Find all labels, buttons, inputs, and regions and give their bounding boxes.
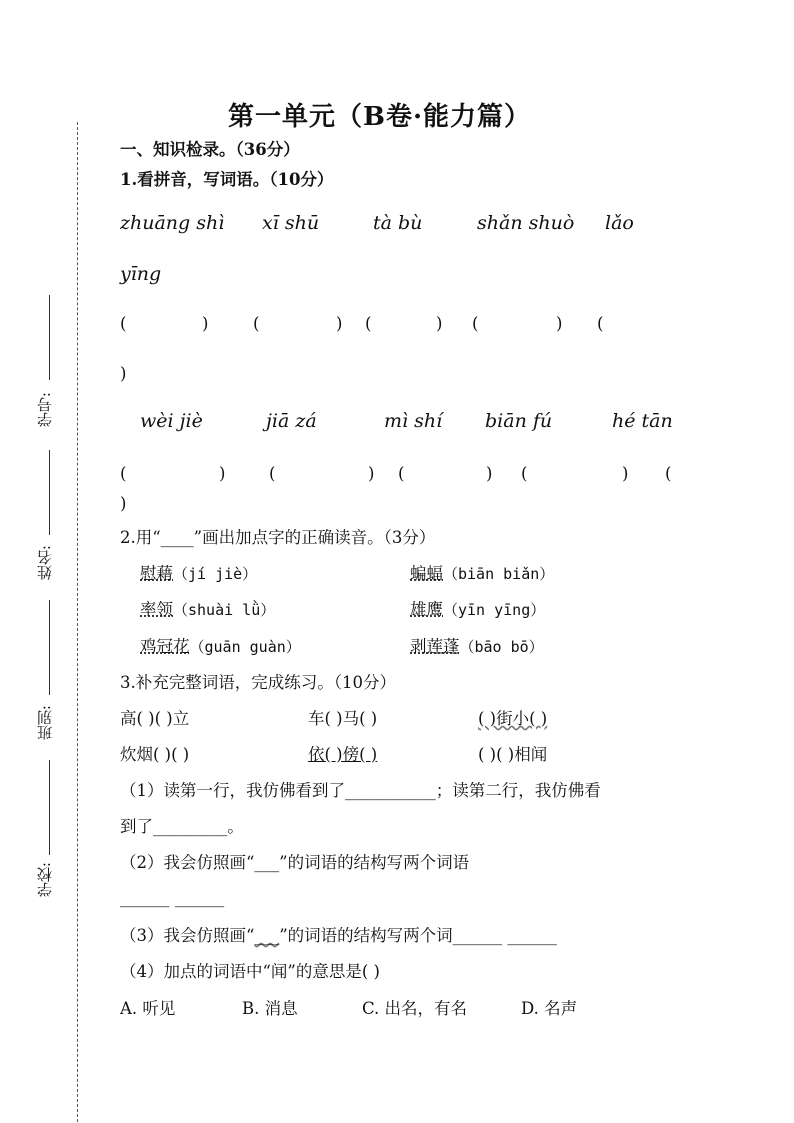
answer-bracket[interactable]: ( [398,464,405,483]
idiom-fill[interactable]: ( )( )相闻 [478,745,548,764]
sub-question-1-cont: 到了_________。 [120,817,244,836]
pinyin-item: jiā zá [266,410,317,432]
wavy-marker: ___ [254,926,280,945]
answer-blanks[interactable]: ______ ______ [120,888,225,907]
sub-question-3 [120,922,557,946]
reading-word: 剥莲蓬 [410,637,460,656]
pinyin-item: shǎn shuò [477,212,575,234]
answer-bracket[interactable]: ) [336,314,343,333]
answer-bracket[interactable]: ) [622,464,629,483]
class-blank [49,600,50,695]
question-3-heading: 3.补充完整词语，完成练习。（10分） [120,673,396,692]
reading-options[interactable]: （shuài lǜ） [173,601,276,619]
answer-bracket[interactable]: ( [521,464,528,483]
choice-b[interactable]: B. 消息 [242,999,298,1018]
section-heading: 一、知识检录。（36分） [120,140,300,159]
answer-bracket[interactable]: ) [219,464,226,483]
reading-options[interactable]: （jí jiè） [173,565,258,583]
student-number-blank [49,295,50,380]
reading-options[interactable]: （yīn yīng） [443,601,546,619]
reading-word: 慰藉 [140,564,173,583]
answer-bracket[interactable]: ( [472,314,479,333]
answer-bracket[interactable]: ( [597,314,604,333]
pinyin-item: wèi jiè [140,410,203,432]
reading-word: 鸡冠花 [140,637,190,656]
reading-options[interactable]: （guān guàn） [189,638,301,656]
answer-bracket[interactable]: ( [120,464,127,483]
sub-question-4: （4）加点的词语中“闻”的意思是( ) [120,962,380,981]
sub-question-2: （2）我会仿照画“___”的词语的结构写两个词语 [120,853,470,872]
pinyin-item: mì shí [384,410,443,432]
pinyin-item: biān fú [485,410,553,432]
pinyin-item: xī shū [262,212,320,234]
idiom-fill[interactable]: 高( )( )立 [120,709,190,728]
reading-item [410,560,554,584]
student-number-label: 学号: [36,392,54,428]
pinyin-item: zhuāng shì [120,212,225,234]
choice-d[interactable]: D. 名声 [521,999,578,1018]
idiom-fill[interactable]: 车( )马( ) [308,709,378,728]
answer-bracket[interactable]: ( [269,464,276,483]
choice-a[interactable]: A. 听见 [120,999,176,1018]
answer-bracket[interactable]: ( [665,464,672,483]
answer-bracket[interactable]: ) [368,464,375,483]
sub-question-3-end: ”的词语的结构写两个词______ ______ [279,926,557,945]
answer-bracket[interactable]: ( [120,314,127,333]
choice-c[interactable]: C. 出名，有名 [362,999,468,1018]
idiom-fill-underlined[interactable]: 依( )傍( ) [308,745,378,764]
reading-item [140,633,301,657]
reading-item [410,633,544,657]
reading-options[interactable]: （biān biǎn） [443,565,555,583]
answer-bracket[interactable]: ) [120,494,127,513]
reading-word: 蝙蝠 [410,564,443,583]
answer-bracket[interactable]: ( [253,314,260,333]
answer-bracket[interactable]: ) [556,314,563,333]
sub-question-1: （1）读第一行，我仿佛看到了___________；读第二行，我仿佛看 [120,781,601,800]
page-title: 第一单元（B卷·能力篇） [228,102,532,132]
school-label: 学校: [36,862,54,898]
reading-item [140,560,257,584]
class-label: 班别: [36,705,54,741]
idiom-fill[interactable]: 炊烟( )( ) [120,745,190,764]
answer-bracket[interactable]: ) [486,464,493,483]
pinyin-item: tà bù [373,212,423,234]
reading-word: 率领 [140,600,173,619]
name-blank [49,450,50,535]
answer-bracket[interactable]: ) [202,314,209,333]
question-1-heading: 1.看拼音，写词语。（10分） [120,170,334,189]
binding-dashed-line [77,122,78,1122]
school-blank [49,760,50,855]
reading-item [410,596,545,620]
reading-options[interactable]: （bāo bō） [459,638,544,656]
idiom-fill-wavy[interactable]: ( )街小( ) [478,709,548,728]
name-label: 姓名: [36,545,54,581]
reading-item [140,596,275,620]
sub-question-3-start: （3）我会仿照画“ [120,926,255,945]
answer-bracket[interactable]: ( [365,314,372,333]
answer-bracket[interactable]: ) [436,314,443,333]
answer-bracket[interactable]: ) [120,364,127,383]
pinyin-item: hé tān [612,410,673,432]
pinyin-item: lǎo [605,212,634,234]
question-2-heading: 2.用“____”画出加点字的正确读音。（3分） [120,528,436,547]
reading-word: 雄鹰 [410,600,443,619]
pinyin-item: yīng [120,263,162,285]
